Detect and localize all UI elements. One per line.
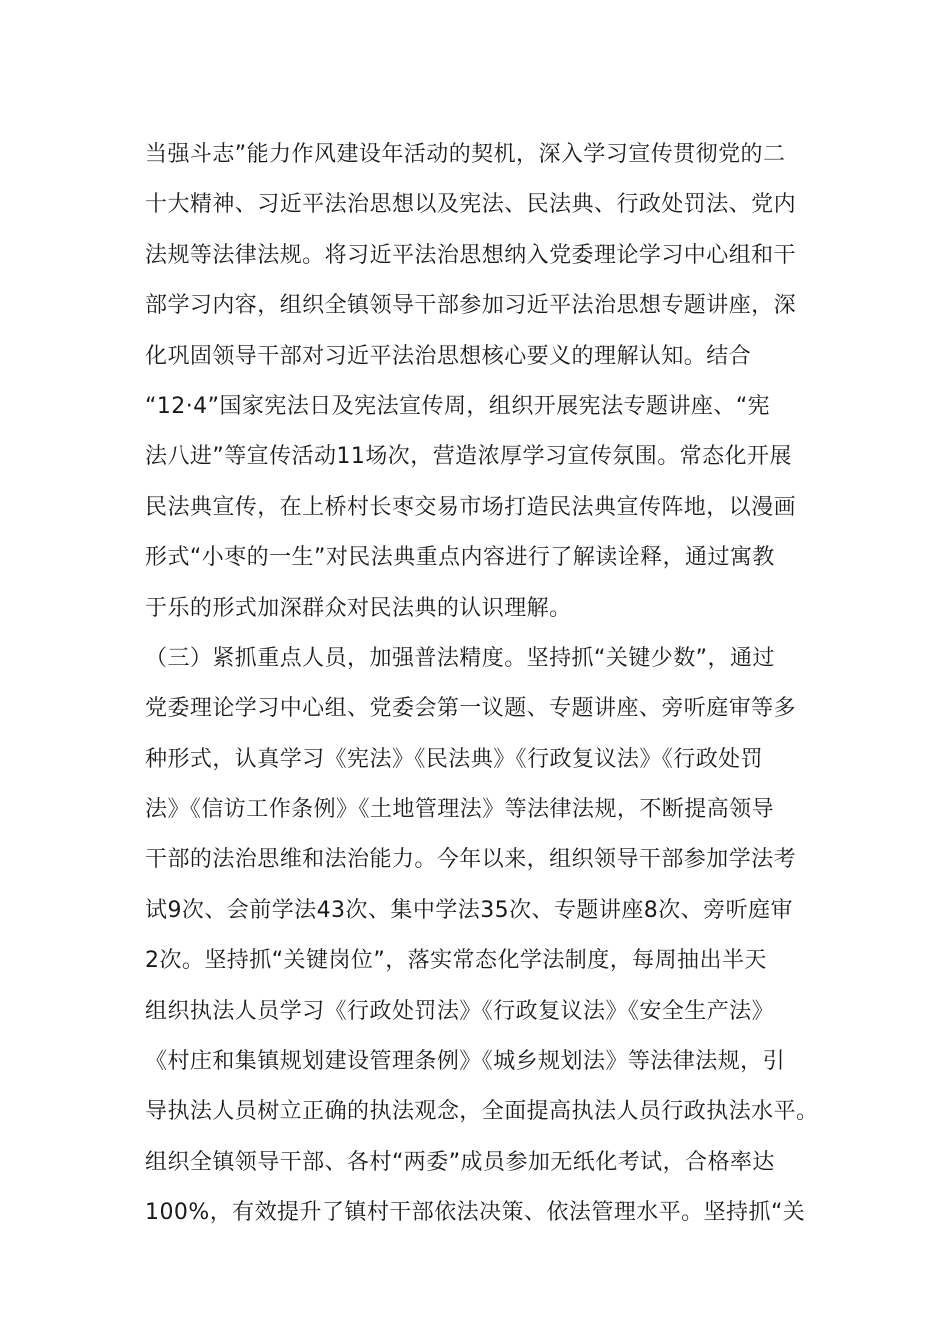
text-line: 民法典宣传，在上桥村长枣交易市场打造民法典宣传阵地，以漫画 xyxy=(145,494,797,520)
text-line: 导执法人员树立正确的执法观念，全面提高执法人员行政执法水平。 xyxy=(145,1099,819,1125)
text-line: 法》《信访工作条例》《土地管理法》等法律法规，不断提高领导 xyxy=(145,797,775,823)
text-line: “12·4”国家宪法日及宪法宣传周，组织开展宪法专题讲座、“宪 xyxy=(145,393,771,419)
body-text xyxy=(145,130,845,1239)
text-line: 组织全镇领导干部、各村“两委”成员参加无纸化考试，合格率达 xyxy=(145,1149,775,1175)
text-line: 试9次、会前学法43次、集中学法35次、专题讲座8次、旁听庭审 xyxy=(145,897,793,923)
text-line: 种形式，认真学习《宪法》《民法典》《行政复议法》《行政处罚 xyxy=(145,746,764,772)
text-line: 党委理论学习中心组、党委会第一议题、专题讲座、旁听庭审等多 xyxy=(145,696,797,722)
text-line: 于乐的形式加深群众对民法典的认识理解。 xyxy=(145,595,572,621)
text-line: 100%，有效提升了镇村干部依法决策、依法管理水平。坚持抓“关 xyxy=(145,1200,806,1226)
text-line: 十大精神、习近平法治思想以及宪法、民法典、行政处罚法、党内 xyxy=(145,192,797,218)
text-line: 形式“小枣的一生”对民法典重点内容进行了解读诠释，通过寓教 xyxy=(145,545,775,571)
text-line: 化巩固领导干部对习近平法治思想核心要义的理解认知。结合 xyxy=(145,343,752,369)
text-line: 干部的法治思维和法治能力。今年以来，组织领导干部参加学法考 xyxy=(145,847,797,873)
text-line: 《村庄和集镇规划建设管理条例》《城乡规划法》等法律法规，引 xyxy=(145,1049,786,1075)
text-line: 当强斗志”能力作风建设年活动的契机，深入学习宣传贯彻党的二 xyxy=(145,142,786,167)
text-line: 2次。坚持抓“关键岗位”，落实常态化学法制度，每周抽出半天 xyxy=(145,948,767,974)
text-line: 部学习内容，组织全镇领导干部参加习近平法治思想专题讲座，深 xyxy=(145,293,797,319)
text-line: 组织执法人员学习《行政处罚法》《行政复议法》《安全生产法》 xyxy=(145,998,775,1024)
text-line: 法八进”等宣传活动11场次，营造浓厚学习宣传氛围。常态化开展 xyxy=(145,444,792,470)
text-line: （三）紧抓重点人员，加强普法精度。坚持抓“关键少数”，通过 xyxy=(145,645,775,671)
text-line: 法规等法律法规。将习近平法治思想纳入党委理论学习中心组和干 xyxy=(145,242,797,268)
